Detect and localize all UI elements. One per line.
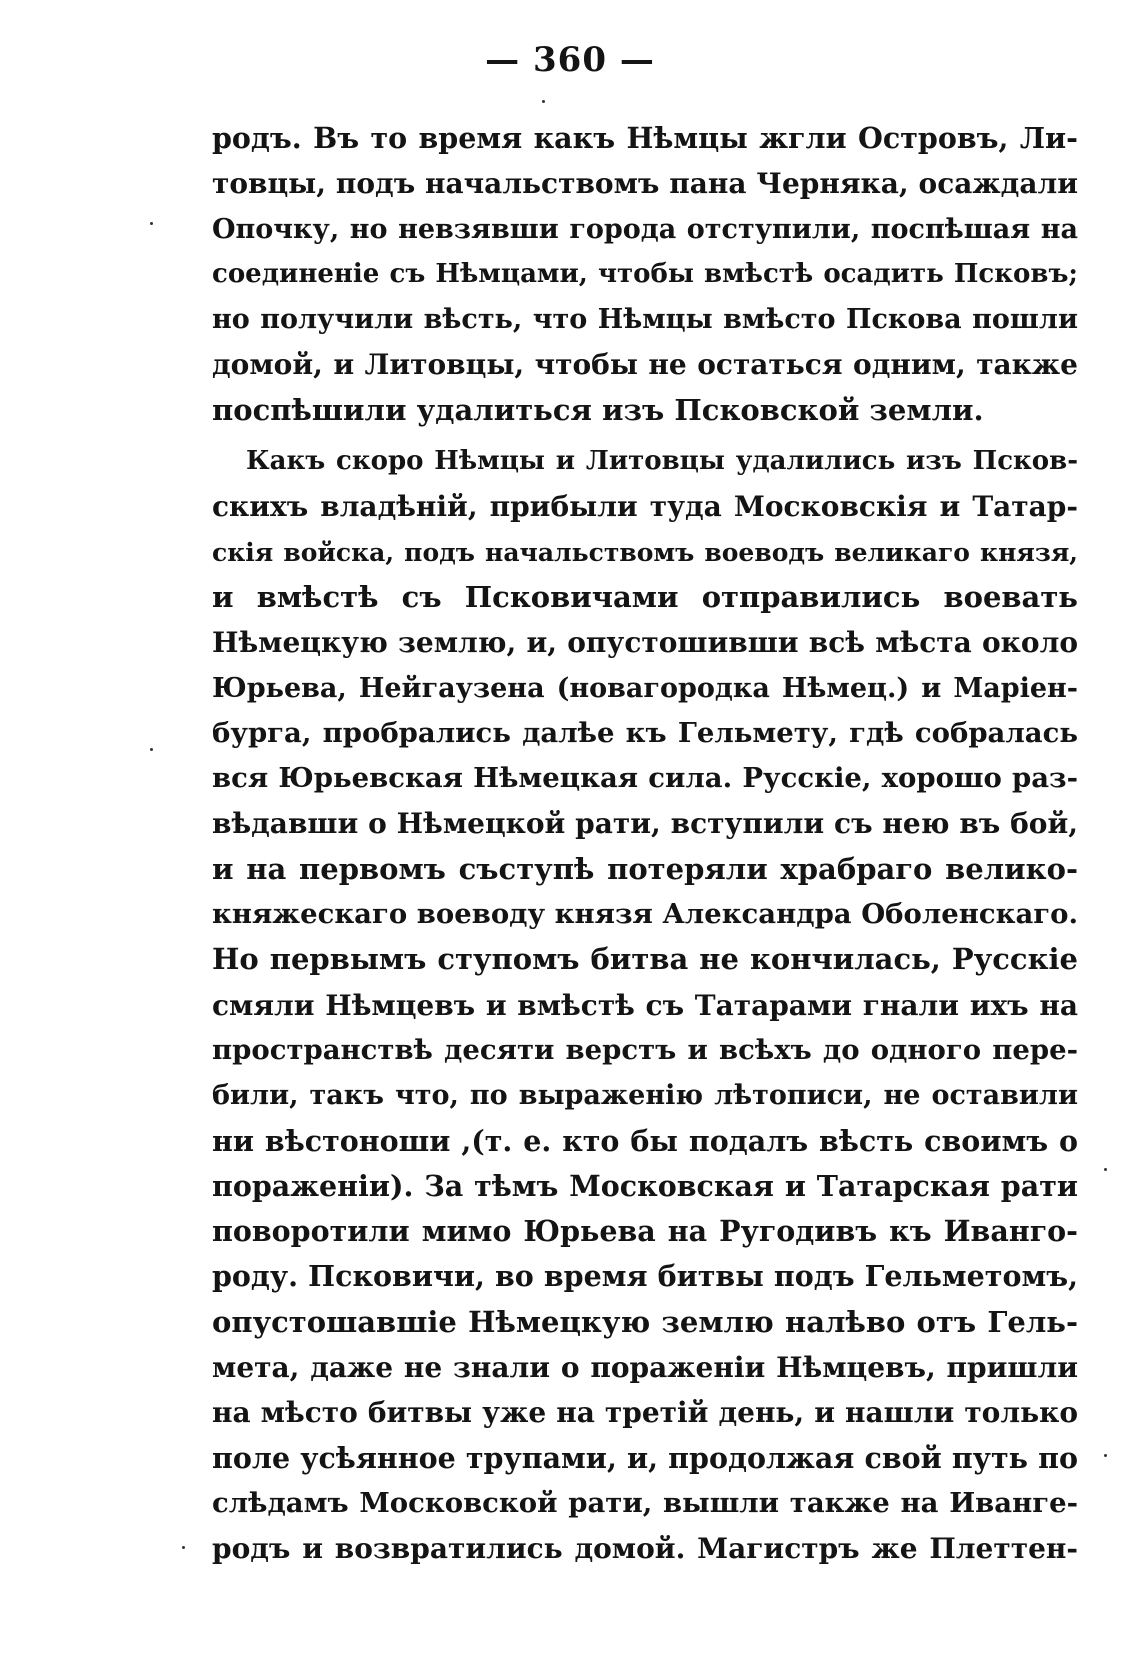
text-line: Юрьева, Нейгаузена (новагородка Нѣмец.) и Маріен- (212, 672, 1078, 704)
print-speck (150, 748, 153, 751)
text-line: вѣдавши о Нѣмецкой рати, вступили съ нею въ бой, (212, 807, 1078, 841)
text-line: поворотили мимо Юрьева на Ругодивъ къ Иванго- (212, 1214, 1078, 1249)
text-line: опустошавшіе Нѣмецкую землю налѣво отъ Гель- (212, 1304, 1078, 1339)
text-line: Опочку, но невзявши города отступили, поспѣшая на (212, 213, 1078, 245)
text-line: смяли Нѣмцевъ и вмѣстѣ съ Татарами гнали ихъ на (212, 988, 1078, 1022)
text-line: но получили вѣсть, что Нѣмцы вмѣсто Пскова пошли (212, 304, 1078, 336)
text-line: поспѣшили удалиться изъ Псковской земли. (212, 392, 984, 427)
print-speck (150, 222, 153, 225)
text-line: соединеніе съ Нѣмцами, чтобы вмѣстѣ осадить Псковъ; (212, 258, 1078, 289)
text-line: на мѣсто битвы уже на третій день, и нашли только (212, 1396, 1078, 1430)
text-line: Нѣмецкую землю, и, опустошивши всѣ мѣста около (212, 626, 1078, 660)
text-line: Какъ скоро Нѣмцы и Литовцы удалились изъ Псков- (246, 446, 1078, 477)
print-speck (182, 1546, 185, 1549)
text-line: и вмѣстѣ съ Псковичами отправились воевать (212, 579, 1078, 614)
page-number: — 360 — (485, 40, 655, 80)
text-line: поле усѣянное трупами, и, продолжая свой путь по (212, 1440, 1078, 1475)
text-line: ни вѣстоноши ,(т. е. кто бы подалъ вѣсть своимъ о (212, 1123, 1078, 1158)
text-line: и на первомъ съступѣ потеряли храбраго велико- (212, 851, 1078, 886)
text-line: пораженіи). За тѣмъ Московская и Татарская рати (212, 1168, 1078, 1203)
print-speck (542, 100, 545, 103)
body-text (212, 116, 1078, 1572)
print-speck (1104, 1168, 1107, 1171)
text-line: слѣдамъ Московской рати, вышли также на Иванге- (212, 1486, 1078, 1519)
text-line: вся Юрьевская Нѣмецкая сила. Русскіе, хорошо раз- (212, 762, 1078, 795)
paragraph-1 (212, 116, 1078, 433)
text-line: пространствѣ десяти верстъ и всѣхъ до одного пере- (212, 1033, 1078, 1066)
text-line: родъ и возвратились домой. Магистръ же Плеттен- (212, 1532, 1078, 1566)
print-speck (1104, 1454, 1107, 1457)
text-line: родъ. Въ то время какъ Нѣмцы жгли Островъ, Ли- (212, 121, 1078, 155)
text-line: бурга, пробрались далѣе къ Гельмету, гдѣ собралась (212, 716, 1078, 749)
text-line: товцы, подъ начальствомъ пана Черняка, осаждали (212, 167, 1078, 201)
text-line: скихъ владѣній, прибыли туда Московскія и Татар- (212, 490, 1078, 524)
paragraph-2 (212, 439, 1078, 1571)
text-line: роду. Псковичи, во время битвы подъ Гельметомъ, (212, 1259, 1078, 1294)
text-line: Но первымъ ступомъ битва не кончилась, Русскіе (212, 942, 1078, 977)
text-line: били, такъ что, по выраженію лѣтописи, не оставили (212, 1080, 1078, 1112)
text-line: мета, даже не знали о пораженіи Нѣмцевъ, пришли (212, 1351, 1078, 1385)
text-line: скія войска, подъ начальствомъ воеводъ великаго князя, (212, 537, 1078, 567)
text-line: домой, и Литовцы, чтобы не остаться одним, также (212, 348, 1078, 382)
text-line: княжескаго воеводу князя Александра Оболенскаго. (212, 898, 1078, 931)
